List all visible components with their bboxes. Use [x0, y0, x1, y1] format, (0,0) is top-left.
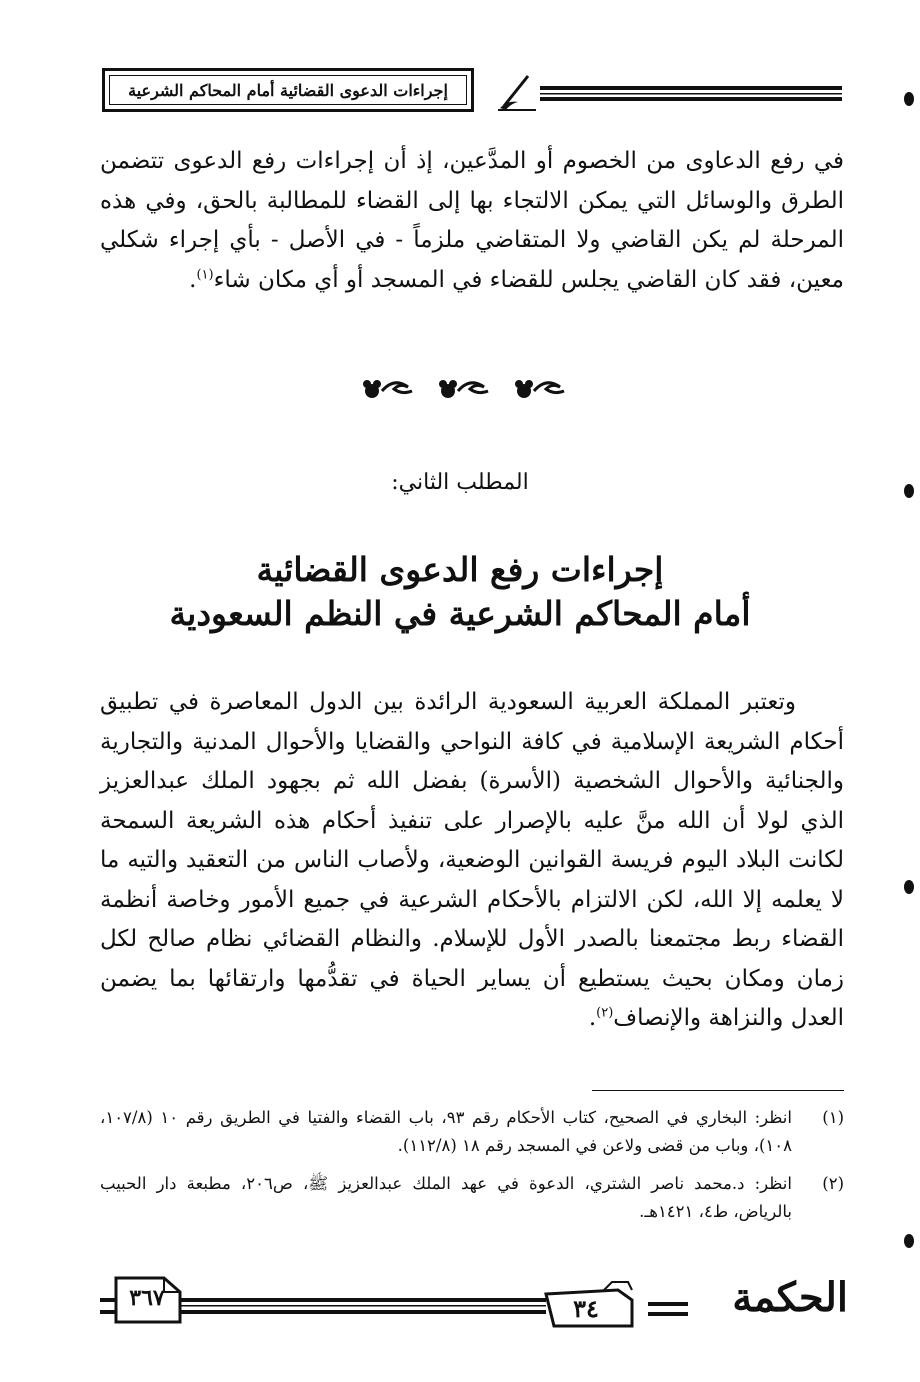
fleuron-icon	[360, 375, 418, 405]
paragraph-intro-end: .	[189, 266, 197, 293]
page-number: ٣٦٧	[129, 1285, 165, 1311]
footnote-number: (١)	[822, 1108, 844, 1127]
running-header-title: إجراءات الدعوى القضائية أمام المحاكم الشرعية	[128, 80, 448, 100]
paragraph-main	[100, 683, 844, 1039]
quill-pen-icon	[496, 72, 540, 112]
footnote-ref-2: (٢)	[596, 1005, 614, 1021]
footnote-1	[100, 1104, 844, 1160]
footnote-2	[100, 1170, 844, 1226]
binding-mark	[904, 484, 914, 498]
binding-mark	[904, 92, 914, 106]
footnote-number: (٢)	[822, 1174, 844, 1193]
section-label: المطلب الثاني:	[391, 470, 529, 495]
binding-mark	[904, 880, 914, 894]
section-title-line-1: إجراءات رفع الدعوى القضائية	[256, 550, 664, 589]
paragraph-main-end: .	[588, 1005, 597, 1031]
paragraph-intro	[100, 142, 844, 300]
footnote-text: انظر: البخاري في الصحيح، كتاب الأحكام رقم ٩٣، باب القضاء والفتيا في الطريق رقم ١٠ (١٠٧/٨، ١٠٨)، وباب من قضى ولاعن في المسجد رقم ١٨ (١١٢/٨).	[100, 1108, 792, 1155]
paragraph-intro-text: في رفع الدعاوى من الخصوم أو المدَّعين، إذ أن إجراءات رفع الدعوى تتضمن الطرق والوسائل التي يمكن الالتجاء بها إلى القضاء للمطالبة بالحق، وفي هذه المرحلة لم يكن القاضي ولا المتقاضي ملزماً - في الأصل - بأي إجراء شكلي معين، فقد كان القاضي يجلس للقضاء في المسجد أو أي مكان شاء	[100, 148, 844, 293]
journal-logo: الحكمة	[732, 1274, 848, 1321]
section-title-line-2: أمام المحاكم الشرعية في النظم السعودية	[169, 594, 751, 633]
header-rule	[540, 86, 842, 102]
issue-number: ٣٤	[573, 1293, 599, 1323]
fleuron-icon	[436, 375, 494, 405]
footnote-ref-1: (١)	[196, 266, 214, 282]
footnote-text: انظر: د.محمد ناصر الشتري، الدعوة في عهد الملك عبدالعزيز ﷺ، ص٢٠٦، مطبعة دار الحبيب بالرياض، ط٤، ١٤٢١هـ.	[100, 1174, 792, 1221]
footnote-separator	[592, 1090, 844, 1091]
section-ornament	[360, 372, 570, 408]
paragraph-main-text: وتعتبر المملكة العربية السعودية الرائدة بين الدول المعاصرة في تطبيق أحكام الشريعة الإسلامية في كافة النواحي والقضايا والأحوال المدنية والتجارية والجنائية والأحوال الشخصية (الأسرة) بفضل الله ثم بجهود الملك عبدالعزيز الذي لولا أن الله منَّ عليه بالإصرار على تنفيذ أحكام هذه الشريعة السمحة لكانت البلاد اليوم فريسة القوانين الوضعية، ولأصاب الناس من التعقيد والتيه ما لا يعلمه إلا الله، لكن الالتزام بالأحكام الشرعية في جميع الأمور وخاصة أنظمة القضاء ربط مجتمعنا بالصدر الأول للإسلام. والنظام القضائي نظام صالح لكل زمان ومكان بحيث يستطيع أن يساير الحياة في تقدُّمها وارتقائها بما يضمن العدل والنزاهة والإنصاف	[100, 689, 844, 1031]
binding-mark	[904, 1234, 914, 1248]
fleuron-icon	[512, 375, 570, 405]
running-header-box	[102, 68, 474, 112]
